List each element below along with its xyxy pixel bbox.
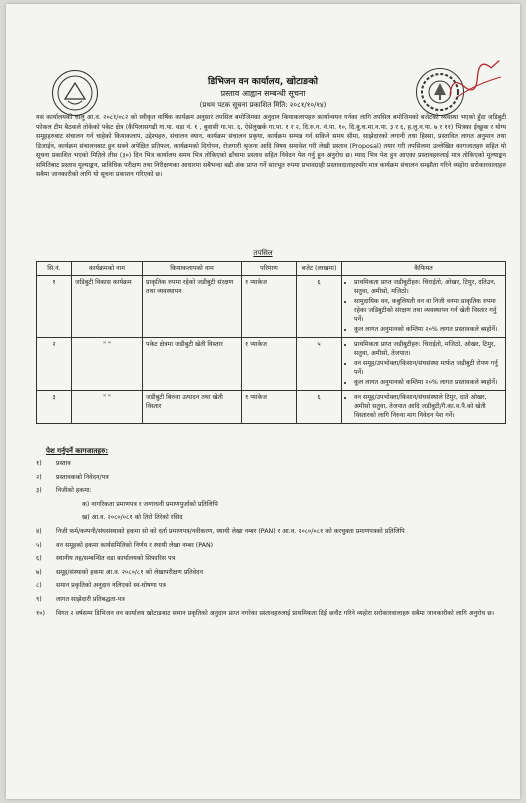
item-text: समान प्रकृतिको अनुदान नलिएको स्व-घोषणा पत्र — [56, 582, 166, 590]
remark-item: • वन समूह/उपभोक्ता/किसान/संघसंस्था मार्फत जडीबुटी रोपण गर्नु पर्ने। — [354, 359, 502, 377]
cell-program: " " — [72, 338, 143, 391]
cell-serial: १ — [37, 276, 72, 338]
cell-quantity: १ प्याकेज — [242, 338, 297, 391]
list-item — [36, 581, 506, 591]
program-table — [36, 261, 506, 424]
cell-serial: ३ — [37, 391, 72, 424]
header-remarks: कैफियत — [342, 262, 506, 276]
header-activity: कियाकलापको नाम — [143, 262, 242, 276]
list-item — [36, 527, 506, 537]
item-text: निजी फर्म/कम्पनी/संघसंस्थाको हकमा सो को दर्ता प्रमाणपत्र/नवीकरण, स्थायी लेखा नम्बर (PAN) र आ.व. २०८०/०८१ को करचुक्ता प्रमाणपत्रको प्रतिलिपि — [56, 527, 405, 535]
item-text: प्रस्तावकको निवेदन/पत्र — [56, 473, 109, 481]
intro-paragraph: यस कार्यालयको चालु आ.व. २०८१/०८२ को स्वीकृत वार्षिक कार्यक्रम अनुसार तपसिल बमोजिमका अनुदान कियाकलापहरु कार्यान्वयन गर्नका लागि तपसिल बमोजिमको बजेटको व्यवस्था भएको हुँदा जडिबुटी फोकल टीम बैठकले तोकेको पकेट क्षेत्र (कैपिलासगढी गा.पा. वडा नं. १ , बुवासी गा.पा. ६, ऐसेलुखर्क गा.पा. १ र २, दि.रु.न. नं.पा. १०, दि.बु.च.मा.न.पा. ३ र ६, ह.लु.न.पा. ७ र ११) भित्रका ईच्छुक र योग्य समूहहरुबाट संचालन गर्न चाहेको कियाकलाप, उद्देश्यहरु, संचालन स्थान, कार्यक्रम संचालन प्रकृया, कार्यक्रम सम्पन्न गर्न सकिने समय सीमा, साझेदारको लगानी तथा हिस्सा, प्रस्तावित लागत अनुमान तथा डिजाईन, कार्यक्रम संचालनबाट हुन सक्ने अपेक्षित प्रतिफल, कार्यक्रमको दिगोपन, रोजगारी श्रृजना आदि विषय समावेश गरी लेखी प्रस्ताव (Proposal) तयार गरी तपसिलमा उल्लेखित कागजातहरु सहित यो सूचना प्रकाशित भएको मितिले तीस (३०) दिन भित्र कार्यालय समय भित्र तोकिएको ढाँचामा प्रस्ताव सहित निवेदन पेश गर्नु हुन अनुरोध छ। म्याद भित्र पेश हुन आएका प्रस्तावहरुलाई मात्र तोकिएको मूल्याङ्कन समितिबाट प्रस्ताव मूल्याङ्कन, प्राविधिक परीक्षण तथा निरीक्षणका आधारमा सबैभन्दा बढी अंक प्राप्त गर्ने सारभूत रुपमा प्रभावग्राही प्रस्तावदाताहरुसँग मात्र कार्यक्रम संचालन सम्झौता गरिने व्यहोरा सरोकारवालाहरु सबैमा जानकारीको लागि यो सूचना प्रकाशन गरिएको छ। — [36, 114, 506, 178]
header-program: कार्यक्रमको नाम — [72, 262, 143, 276]
cell-remarks — [342, 391, 506, 424]
item-text: विगत २ वर्षसम्म डिभिजन वन कार्यालय खोटाङबाट समान प्रकृतिको अनुदान प्राप्त नगरेका प्रस्तावहरुलाई प्राथमिकता दिई छनौट गरिने व्यहोरा सरोकारवालाहरु सबैमा जानकारीको लागि अनुरोध छ। — [56, 609, 495, 617]
cell-activity: प्राकृतिक रुपमा रहेको जडीबुटी संरक्षण तथा व्यवस्थापन — [143, 276, 242, 338]
table-row — [37, 276, 506, 338]
table-row — [37, 391, 506, 424]
cell-remarks — [342, 338, 506, 391]
remark-item: • प्राथमिकता प्राप्त जडीबुटीहरु: चिराईतो, मजिठो, ओखर, टिमुर, सतुवा, अमीसो, तेजपात। — [354, 340, 502, 358]
table-row — [37, 338, 506, 391]
list-item — [36, 541, 506, 551]
documents-heading: पेश गर्नुपर्ने कागजातहरु: — [46, 447, 109, 455]
cell-remarks — [342, 276, 506, 338]
item-number: ४) — [36, 527, 42, 535]
cell-quantity: १ प्याकेज — [242, 276, 297, 338]
list-item — [36, 568, 506, 578]
header-serial: सि.नं. — [37, 262, 72, 276]
item-number: ५) — [36, 541, 42, 549]
list-item — [36, 554, 506, 564]
cell-activity: जडीबुटी बिरुवा उत्पादन तथा खेती विस्तार — [143, 391, 242, 424]
table-caption: तपसिल — [253, 249, 273, 257]
remark-item: • प्राथमिकता प्राप्त जडीबुटीहरु: चिराईतो, ओखर, टिमुर, दतिउन, सतुवा, अमीसो, मजिठो। — [354, 278, 502, 296]
list-item — [36, 595, 506, 605]
header-quantity: परिमाण — [242, 262, 297, 276]
item-text: प्रस्ताव — [56, 460, 71, 467]
list-item — [36, 459, 506, 469]
notice-page — [6, 4, 520, 799]
cell-activity: पकेट क्षेत्रमा जडीबुटी खेती विस्तार — [143, 338, 242, 391]
cell-budget: ६ — [297, 276, 342, 338]
table-header-row — [37, 262, 506, 276]
header-budget: बजेट (लाखमा) — [297, 262, 342, 276]
item-number: ७) — [36, 568, 42, 576]
item-text: निजीको हकमा: — [56, 487, 92, 495]
cell-budget: ६ — [297, 391, 342, 424]
list-item — [36, 473, 506, 483]
remark-item: • वन समूह/उपभोक्ता/किसान/संघसंस्थाले टिमुर, दाते ओखर, अमीसो सतुवा, तेजपात आदि जडीबुटी/गै.का.व.पै.को खेती विस्तारको लागि निरुवा माग निवेदन पेश गर्ने। — [354, 393, 502, 420]
cell-program: जडिबुटी विकास कार्यक्रम — [72, 276, 143, 338]
item-text: लागत साझेदारी प्रतिबद्धता-पत्र — [56, 595, 125, 603]
notice-title: प्रस्ताव आह्वान सम्बन्धी सूचना — [220, 89, 306, 98]
cell-serial: २ — [37, 338, 72, 391]
cell-budget: ५ — [297, 338, 342, 391]
cell-quantity: १ प्याकेज — [242, 391, 297, 424]
remark-item: • सामुदायिक वन, कबुलियती वन वा निजी वनमा प्राकृतिक रुपमा रहेका जडिबुटीको संरक्षण तथा व्यवस्थापन गर्न खेती विस्तार गर्नु पर्ने। — [354, 297, 502, 324]
item-number: ३) — [36, 487, 42, 495]
item-number: ६) — [36, 555, 42, 563]
office-name: डिभिजन वन कार्यालय, खोटाङको — [208, 77, 318, 87]
documents-list — [36, 459, 506, 626]
remark-item: • कूल लागत अनुमानको कम्तिमा २०% लागत प्रस्तावकले ब्यहोर्ने। — [354, 325, 502, 334]
item-text: वन समूहको हकमा कार्यसमितिको निर्णय र स्थायी लेखा नम्बर (PAN) — [56, 541, 214, 549]
item-number: १) — [36, 460, 42, 467]
item-text: स्थानीय तह/सम्बन्धित वडा कार्यालयको सिफारिस पत्र — [56, 555, 176, 563]
notice-subtitle: (प्रथम पटक सूचना प्रकाशित मिति: २०८१/१०/१४) — [199, 101, 327, 109]
item-number: १०) — [36, 609, 46, 617]
sub-list-item: ख) आ.व. २०८०/०८१ को तिरो तिरेको रसिद — [82, 514, 183, 522]
list-item — [36, 609, 506, 619]
item-number: २) — [36, 473, 42, 481]
item-text: समूह/संस्थाको हकमा आ.व. २०८०/८१ को लेखापरीक्षण प्रतिवेदन — [56, 568, 203, 576]
list-item — [36, 486, 506, 496]
cell-program: " " — [72, 391, 143, 424]
remark-item: • कूल लागत अनुमानको कम्तिमा २०% लागत प्रस्तावकले ब्यहोर्ने। — [354, 378, 502, 387]
item-number: ९) — [36, 595, 42, 603]
sub-list-item: क) नागरिकता प्रमाणपत्र र जग्गाधनी प्रमाणपुर्जाको प्रतिलिपि — [82, 500, 218, 508]
item-number: ८) — [36, 582, 42, 590]
